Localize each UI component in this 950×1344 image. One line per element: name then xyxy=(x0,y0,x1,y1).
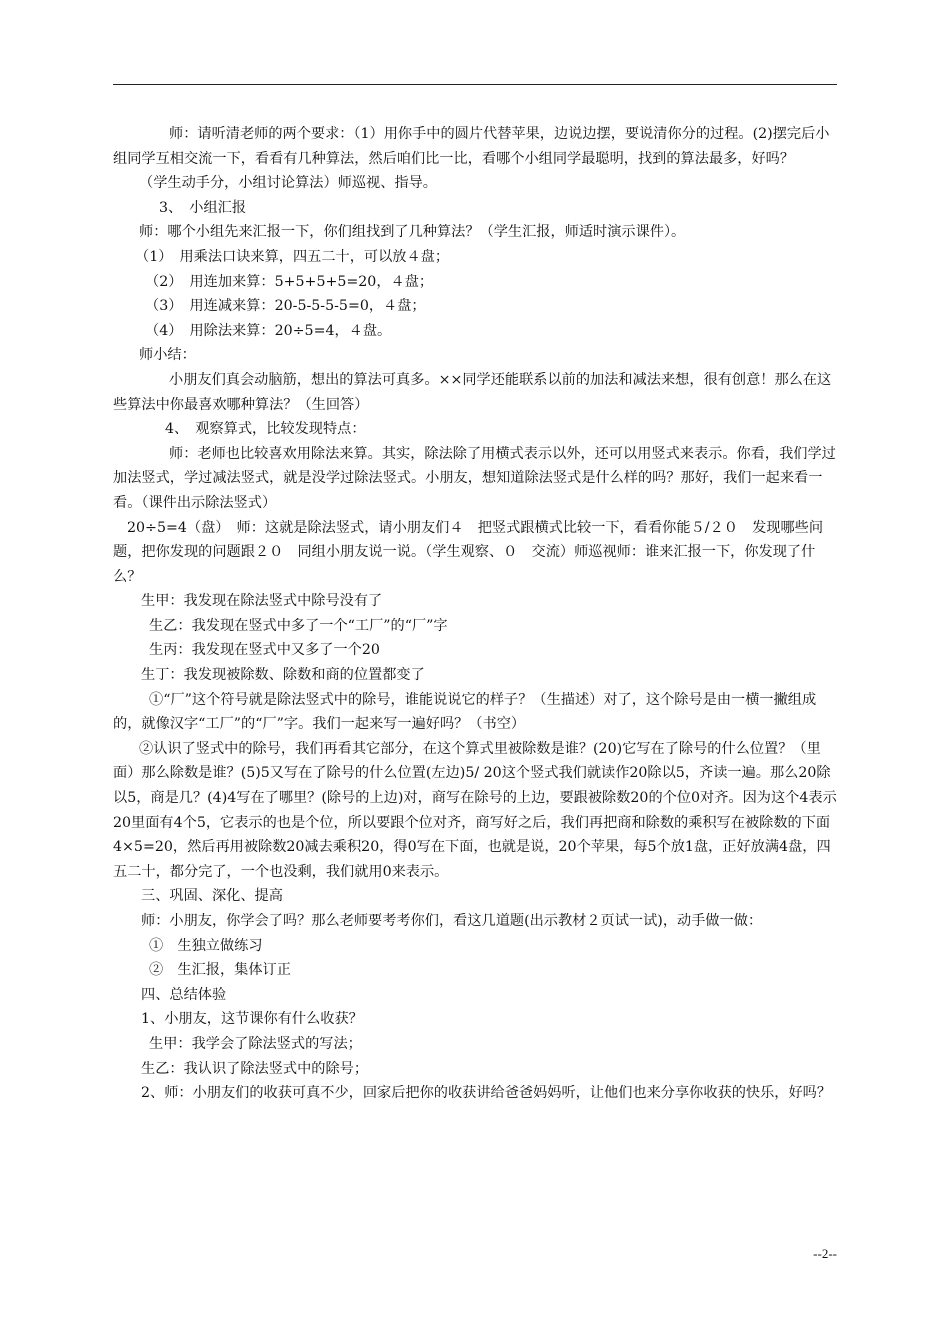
list-item: （4） 用除法来算：20÷5=4，４盘。 xyxy=(145,322,392,339)
paragraph: 生丁：我发现被除数、除数和商的位置都变了 xyxy=(141,667,425,684)
paragraph: 师：哪个小组先来汇报一下，你们组找到了几种算法？（学生汇报，师适时演示课件）。 xyxy=(139,224,686,241)
list-item: （2） 用连加来算：5+5+5+5=20，４盘； xyxy=(145,273,434,290)
paragraph: ②认识了竖式中的除号，我们再看其它部分，在这个算式里被除数是谁？(20)它写在了除号的什么位置？（里面）那么除数是谁？(5)5又写在了除号的什么位置(左边)5/ 20这个竖式我们就读作20除以5，齐读一遍。那么20除以5，商是几？(4)4写在了哪里？(除号的上边)对，商写在除号的上边，要跟被除数20的个位0对齐。因为这个4表示20里面有4个5，它表示的也是个位，所以要跟个位对齐，商写好之后，我们再把商和除数的乘积写在被除数的下面4×5=20，然后再用被除数20减去乘积20，得0写在下面，也就是说，20个苹果，每5个放1盘，正好放满4盘，四五二十，都分完了，一个也没剩，我们就用0来表示。 xyxy=(113,740,837,880)
paragraph: 师：请听清老师的两个要求：（1）用你手中的圆片代替苹果，边说边摆，要说清你分的过程。(2)摆完后小组同学互相交流一下，看看有几种算法，然后咱们比一比，看哪个小组同学最聪明，找到的算法最多，好吗？ xyxy=(113,126,830,167)
paragraph: 生乙：我发现在竖式中多了一个“工厂”的“厂”字 xyxy=(149,617,448,634)
paragraph: 生甲：我学会了除法竖式的写法； xyxy=(149,1035,362,1052)
paragraph: 1、小朋友，这节课你有什么收获？ xyxy=(141,1011,363,1028)
list-item: ① 生独立做练习 xyxy=(149,937,263,954)
paragraph: （学生动手分，小组讨论算法）师巡视、指导。 xyxy=(139,175,437,192)
section-heading: 4、 观察算式，比较发现特点： xyxy=(165,421,366,438)
section-heading: 四、总结体验 xyxy=(141,986,227,1003)
list-item: ② 生汇报，集体订正 xyxy=(149,962,291,979)
paragraph: ①“厂”这个符号就是除法竖式中的除号，谁能说说它的样子？（生描述）对了，这个除号是由一横一撇组成的，就像汉字“工厂”的“厂”字。我们一起来写一遍好吗？（书空） xyxy=(113,691,817,733)
paragraph: 师小结： xyxy=(139,347,196,364)
section-heading: 3、 小组汇报 xyxy=(159,199,247,216)
list-item: （3） 用连减来算：20-5-5-5-5=0，４盘； xyxy=(145,298,426,315)
paragraph: 20÷5=4（盘） 师：这就是除法竖式，请小朋友们４ 把竖式跟横式比较一下，看看你能５/２０ 发现哪些问题，把你发现的问题跟２０ 同组小朋友说一说。（学生观察、０ 交流）师巡视师：谁来汇报一下，你发现了什么？ xyxy=(113,519,824,585)
paragraph: 生丙：我发现在竖式中又多了一个20 xyxy=(149,642,380,659)
paragraph: 师：老师也比较喜欢用除法来算。其实，除法除了用横式表示以外，还可以用竖式来表示。你看，我们学过加法竖式，学过减法竖式，就是没学过除法竖式。小朋友，想知道除法竖式是什么样的吗？那好，我们一起来看一看。（课件出示除法竖式） xyxy=(113,445,836,511)
paragraph: 小朋友们真会动脑筋，想出的算法可真多。××同学还能联系以前的加法和减法来想，很有创意！那么在这些算法中你最喜欢哪种算法？（生回答） xyxy=(113,371,832,413)
section-heading: 三、巩固、深化、提高 xyxy=(141,888,283,905)
paragraph: 2、师：小朋友们的收获可真不少，回家后把你的收获讲给爸爸妈妈听，让他们也来分享你收获的快乐，好吗？ xyxy=(141,1085,832,1102)
paragraph: 生甲：我发现在除法竖式中除号没有了 xyxy=(141,593,383,610)
list-item: （1） 用乘法口诀来算，四五二十，可以放４盘； xyxy=(135,248,450,265)
page-number: --2-- xyxy=(813,1246,837,1261)
paragraph: 师：小朋友，你学会了吗？那么老师要考考你们，看这几道题(出示教材２页试一试)，动手做一做： xyxy=(141,913,763,929)
header-rule xyxy=(113,84,837,85)
paragraph: 生乙：我认识了除法竖式中的除号； xyxy=(141,1060,369,1077)
document-body xyxy=(113,122,837,1106)
